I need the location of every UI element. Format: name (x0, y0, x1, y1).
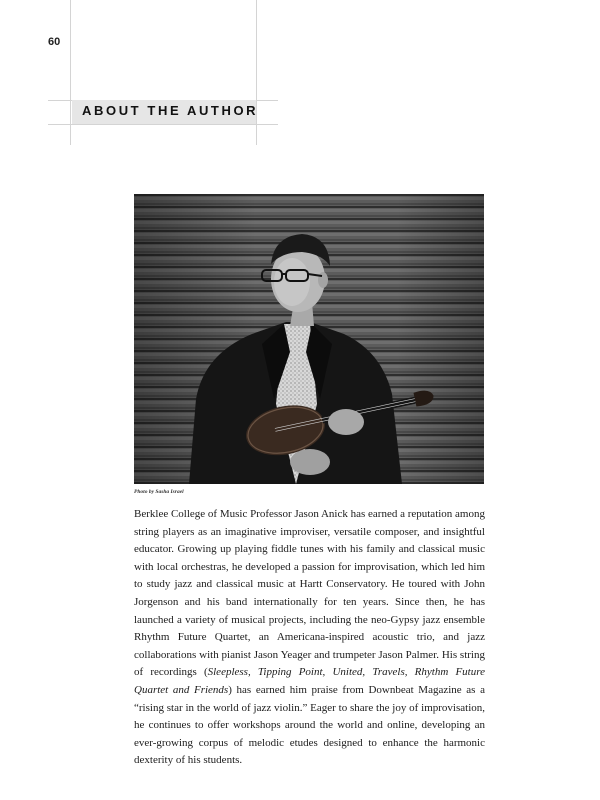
bio-text-part1: Berklee College of Music Professor Jason Anick has earned a reputation among string players as an imaginative improviser, versatile composer, and insightful educator. Growing up playing fiddle tunes with his family and classical music with local orchestras, he developed a passion for improvisation, which led him to study jazz and classical music at Hartt Conservatory. He toured with John Jorgenson and his band internationally for ten years. Since then, he has launched a variety of musical projects, including the neo-Gypsy jazz ensemble Rhythm Future Quartet, an Americana-inspired acoustic trio, and jazz collaborations with pianist Jason Yeager and trumpeter Jason Palmer. His string of recordings ( (134, 508, 485, 679)
author-bio (134, 506, 485, 770)
photo-credit: Photo by Sasha Israel (134, 489, 184, 495)
bio-text-part2: ) has earned him praise from Downbeat Magazine as a “rising star in the world of jazz violin.” Eager to share the joy of improvisation, he continues to offer workshops around the world and online, developing an ever-growing corpus of melodic etudes designed to enhance the harmonic dexterity of his students. (134, 683, 485, 767)
author-photo (134, 194, 484, 484)
guide-line-horizontal-bottom (48, 124, 278, 125)
page-number: 60 (48, 36, 61, 48)
section-heading: ABOUT THE AUTHOR (82, 103, 259, 118)
bio-recording-titles: Sleepless, Tipping Point, United, Travels, Rhythm Future Quartet and Friends (134, 666, 485, 696)
